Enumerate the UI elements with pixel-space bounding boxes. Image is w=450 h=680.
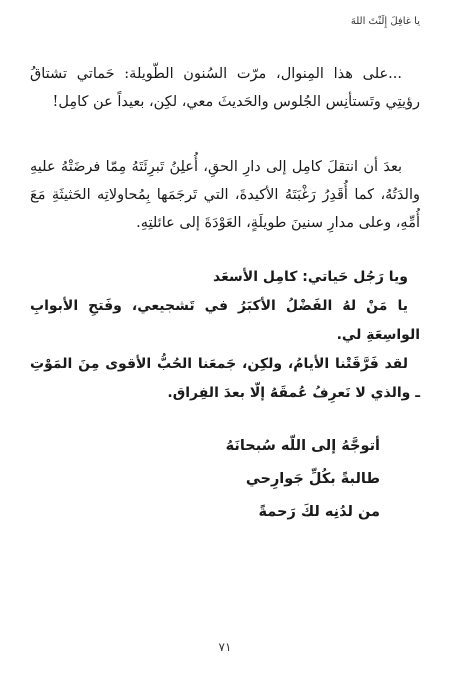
- paragraph: بعدَ أن انتقلَ كامِل إلى دارِ الحقِ، أُعلِنُ تَبرِئَتَهُ مِمّا فرضَتْهُ عليهِ والدَتُهُ، كما أُقَدِرُ رَغْبَتَهُ الأكيدةَ، التي تَرجَمَها بِمُحاولاتِه الحَثيثَةِ مَعَ أُمِّهِ، وعلى مدارِ سنينَ طويلَةٍ، العَوْدَةَ إلى عائلتِهِ.: [30, 159, 420, 231]
- dedication-line: لقد فَرَّقَتْنا الأيامُ، ولكِن، جَمعَنا الحُبُّ الأقوى مِنَ المَوْتِ ـ والذي لا نَعرِفُ عُمقَهُ إلّا بعدَ الفِراق.: [30, 356, 420, 401]
- paragraph-1-block: [30, 60, 420, 116]
- running-header: يا غافِلَ إِلَنْتَ اللهَ: [350, 16, 420, 27]
- dedication-line: ويا رَجُل حَياتي: كامِل الأسعَد: [213, 269, 408, 285]
- verse-line: أتوجَّهُ إلى اللّه سُبحانَهُ: [225, 438, 380, 454]
- paragraph-2-block: [30, 153, 420, 237]
- verse-line: من لدُنِه لكَ رَحمةً: [258, 504, 380, 520]
- verse-line: طالبةً بكُلِّ جَوارِحي: [245, 471, 380, 487]
- prayer-verse: [226, 430, 380, 529]
- page-number: ٧١: [218, 640, 232, 654]
- dedication-block: [30, 263, 420, 408]
- paragraph: ...على هذا المِنوال، مرّت السُنون الطّويلة: حَماتي تشتاقُ رؤيتِي وتَستأنِس الجُلوس والحَديثَ معي، لكِن، بعيداً عن كامِل!: [30, 66, 420, 110]
- dedication-line: يا مَنْ لهُ الفَضْلُ الأكبَرُ في تَشجيعي، وفَتحِ الأبوابِ الواسِعَةِ لي.: [30, 298, 420, 343]
